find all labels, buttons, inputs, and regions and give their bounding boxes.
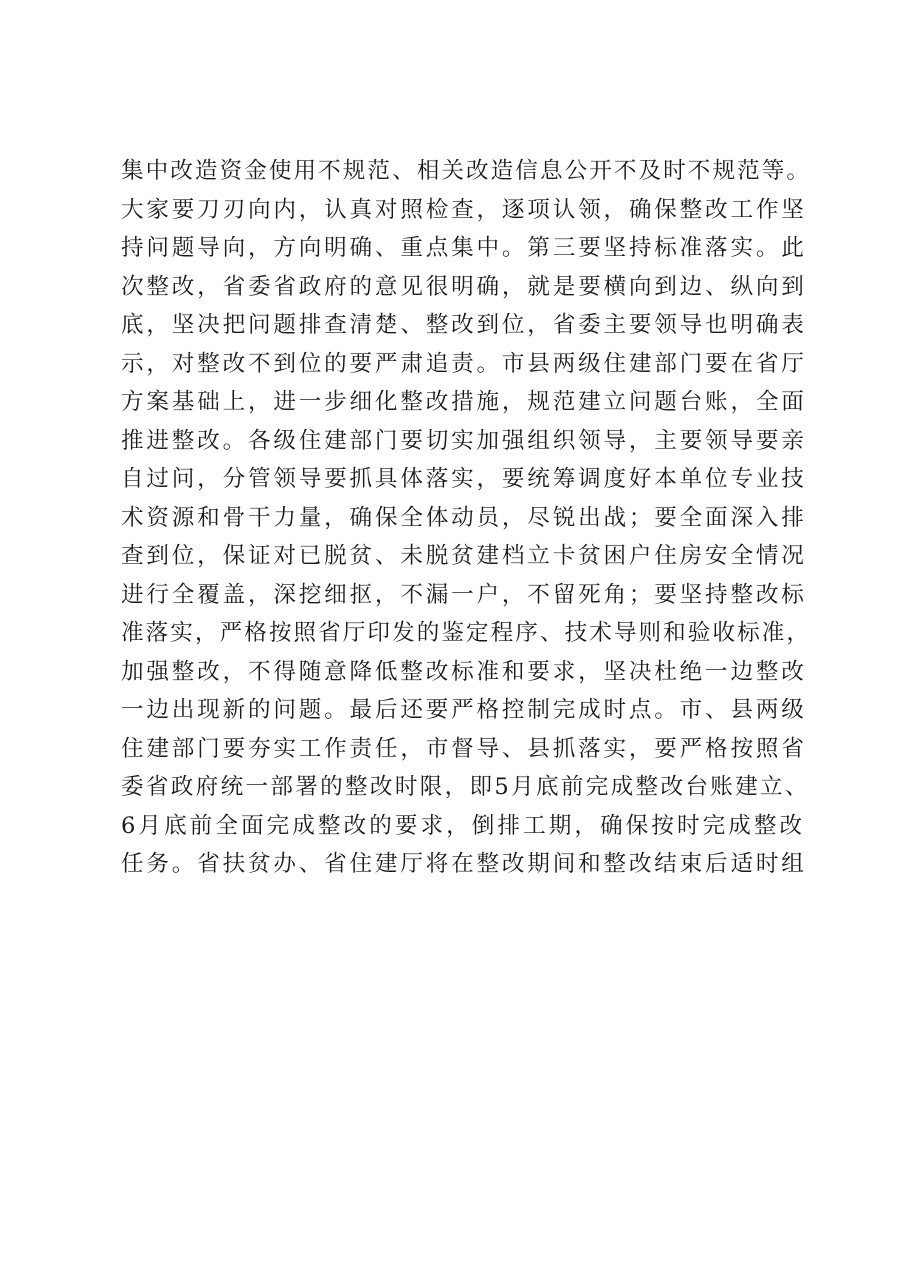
text-line-3: 持问题导向，方向明确、重点集中。第三要坚持标准落实。此 <box>121 235 807 261</box>
text-line-12: 进行全覆盖，深挖细抠，不漏一户，不留死角；要坚持整改标 <box>121 581 807 608</box>
text-line-17: 委省政府统一部署的整改时限，即5月底前完成整改台账建立、 <box>121 774 810 800</box>
text-line-1: 集中改造资金使用不规范、相关改造信息公开不及时不规范等。 <box>121 158 812 184</box>
text-line-15: 一边出现新的问题。最后还要严格控制完成时点。市、县两级 <box>121 697 807 723</box>
text-line-10: 术资源和骨干力量，确保全体动员，尽锐出战；要全面深入排 <box>121 504 807 531</box>
text-line-11: 查到位，保证对已脱贫、未脱贫建档立卡贫困户住房安全情况 <box>121 543 807 569</box>
text-line-5: 底，坚决把问题排查清楚、整改到位，省委主要领导也明确表 <box>121 312 807 338</box>
text-line-13: 准落实，严格按照省厅印发的鉴定程序、技术导则和验收标准， <box>121 620 812 646</box>
text-line-9: 自过问，分管领导要抓具体落实，要统筹调度好本单位专业技 <box>121 466 807 492</box>
text-line-19: 任务。省扶贫办、省住建厅将在整改期间和整改结束后适时组 <box>121 851 807 877</box>
text-line-2: 大家要刀刃向内，认真对照检查，逐项认领，确保整改工作坚 <box>121 196 807 223</box>
body-text <box>121 152 811 884</box>
text-line-16: 住建部门要夯实工作责任，市督导、县抓落实，要严格按照省 <box>121 735 807 762</box>
text-line-7: 方案基础上，进一步细化整改措施，规范建立问题台账，全面 <box>121 389 807 415</box>
text-line-6: 示，对整改不到位的要严肃追责。市县两级住建部门要在省厅 <box>121 350 807 377</box>
text-line-14: 加强整改，不得随意降低整改标准和要求，坚决杜绝一边整改 <box>121 658 807 685</box>
text-line-8: 推进整改。各级住建部门要切实加强组织领导，主要领导要亲 <box>121 427 807 454</box>
text-line-18: 6月底前全面完成整改的要求，倒排工期，确保按时完成整改 <box>121 812 806 839</box>
text-line-4: 次整改，省委省政府的意见很明确，就是要横向到边、纵向到 <box>121 273 807 300</box>
